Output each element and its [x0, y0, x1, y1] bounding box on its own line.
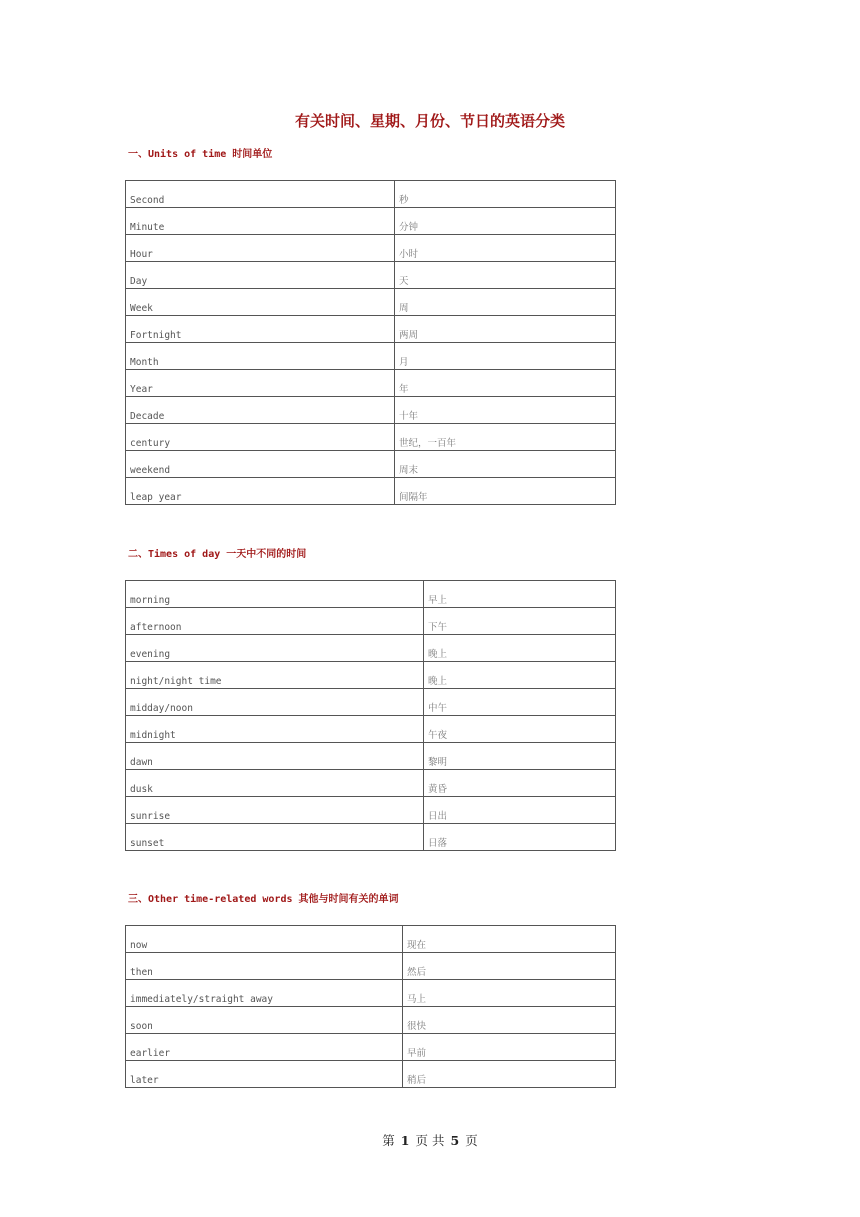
table-row [126, 397, 616, 424]
chinese-translation: 现在 [407, 939, 427, 951]
chinese-translation: 晚上 [428, 648, 448, 660]
chinese-translation: 年 [399, 383, 409, 395]
english-term-cell [126, 743, 424, 770]
chinese-translation: 日出 [428, 810, 448, 822]
english-term-cell [126, 235, 395, 262]
table-row [126, 1034, 616, 1061]
table-row [126, 824, 616, 851]
english-term: Fortnight [130, 329, 182, 341]
english-term-cell [126, 1034, 403, 1061]
chinese-translation-cell [424, 581, 616, 608]
chinese-translation-cell [395, 316, 616, 343]
chinese-translation-cell [395, 424, 616, 451]
english-term: Year [130, 383, 153, 395]
chinese-translation: 间隔年 [399, 491, 428, 503]
chinese-translation: 下午 [428, 621, 448, 633]
chinese-translation-cell [395, 397, 616, 424]
english-term-cell [126, 662, 424, 689]
section-heading-units-of-time: 一、Units of time 时间单位 [128, 149, 273, 160]
english-term: sunset [130, 837, 165, 849]
chinese-translation-cell [424, 716, 616, 743]
table-row [126, 370, 616, 397]
chinese-translation-cell [424, 662, 616, 689]
english-term: leap year [130, 491, 182, 503]
section-heading-other-time-words: 三、Other time-related words 其他与时间有关的单词 [128, 894, 399, 905]
english-term-cell [126, 343, 395, 370]
chinese-translation: 黄昏 [428, 783, 448, 795]
english-term-cell [126, 316, 395, 343]
english-term-cell [126, 608, 424, 635]
english-term: now [130, 939, 148, 951]
chinese-translation-cell [395, 262, 616, 289]
chinese-translation: 晚上 [428, 675, 448, 687]
english-term: Day [130, 275, 148, 287]
english-term: morning [130, 594, 171, 606]
english-term-cell [126, 370, 395, 397]
chinese-translation-cell [395, 451, 616, 478]
english-term: evening [130, 648, 171, 660]
chinese-translation: 天 [399, 275, 409, 287]
chinese-translation-cell [403, 1034, 616, 1061]
chinese-translation: 两周 [399, 329, 419, 341]
chinese-translation: 周 [399, 302, 409, 314]
english-term-cell [126, 1061, 403, 1088]
chinese-translation: 稍后 [407, 1074, 427, 1086]
english-term: Month [130, 356, 159, 368]
chinese-translation-cell [403, 1007, 616, 1034]
chinese-translation-cell [395, 478, 616, 505]
chinese-translation: 午夜 [428, 729, 448, 741]
table-row [126, 716, 616, 743]
chinese-translation: 早前 [407, 1047, 427, 1059]
chinese-translation-cell [403, 953, 616, 980]
english-term: century [130, 437, 171, 449]
chinese-translation: 很快 [407, 1020, 427, 1032]
english-term-cell [126, 716, 424, 743]
chinese-translation-cell [424, 824, 616, 851]
english-term: midday/noon [130, 702, 193, 714]
chinese-translation-cell [395, 289, 616, 316]
english-term-cell [126, 980, 403, 1007]
english-term-cell [126, 770, 424, 797]
english-term: Second [130, 194, 165, 206]
footer-suffix: 页 [465, 1133, 478, 1148]
chinese-translation: 月 [399, 356, 409, 368]
chinese-translation-cell [395, 208, 616, 235]
english-term-cell [126, 926, 403, 953]
english-term-cell [126, 953, 403, 980]
table-row [126, 797, 616, 824]
table-row [126, 581, 616, 608]
chinese-translation: 马上 [407, 993, 427, 1005]
table-row [126, 980, 616, 1007]
table-row [126, 343, 616, 370]
chinese-translation-cell [403, 926, 616, 953]
english-term-cell [126, 478, 395, 505]
chinese-translation-cell [424, 689, 616, 716]
chinese-translation-cell [395, 343, 616, 370]
english-term-cell [126, 635, 424, 662]
vocab-table-other-time-words [125, 925, 616, 1088]
english-term-cell [126, 689, 424, 716]
table-row [126, 953, 616, 980]
english-term: sunrise [130, 810, 171, 822]
table-row [126, 208, 616, 235]
english-term: later [130, 1074, 159, 1086]
footer-prefix: 第 [382, 1133, 395, 1148]
english-term-cell [126, 289, 395, 316]
chinese-translation-cell [424, 743, 616, 770]
table-row [126, 662, 616, 689]
chinese-translation-cell [395, 235, 616, 262]
english-term: Minute [130, 221, 165, 233]
table-row [126, 608, 616, 635]
chinese-translation: 小时 [399, 248, 419, 260]
table-row [126, 1007, 616, 1034]
english-term-cell [126, 397, 395, 424]
english-term: Decade [130, 410, 165, 422]
chinese-translation-cell [424, 608, 616, 635]
chinese-translation: 十年 [399, 410, 419, 422]
english-term: dawn [130, 756, 153, 768]
chinese-translation: 周末 [399, 464, 419, 476]
table-row [126, 262, 616, 289]
english-term: Week [130, 302, 153, 314]
chinese-translation-cell [395, 370, 616, 397]
table-row [126, 770, 616, 797]
chinese-translation-cell [424, 635, 616, 662]
table-row [126, 451, 616, 478]
table-row [126, 1061, 616, 1088]
english-term-cell [126, 208, 395, 235]
english-term: weekend [130, 464, 171, 476]
english-term: then [130, 966, 153, 978]
english-term-cell [126, 262, 395, 289]
vocab-table-units-of-time [125, 180, 616, 505]
document-title: 有关时间、星期、月份、节日的英语分类 [294, 112, 565, 130]
footer-current-page: 1 [400, 1133, 410, 1148]
table-row [126, 289, 616, 316]
vocab-table-times-of-day [125, 580, 616, 851]
chinese-translation-cell [403, 980, 616, 1007]
chinese-translation-cell [395, 181, 616, 208]
english-term-cell [126, 824, 424, 851]
chinese-translation: 黎明 [428, 756, 448, 768]
table-row [126, 743, 616, 770]
chinese-translation-cell [424, 770, 616, 797]
page-footer [0, 1131, 860, 1149]
english-term: earlier [130, 1047, 171, 1059]
english-term: midnight [130, 729, 176, 741]
english-term: dusk [130, 783, 153, 795]
chinese-translation: 秒 [399, 194, 409, 206]
footer-middle: 页 共 [415, 1133, 445, 1148]
chinese-translation: 世纪，一百年 [399, 437, 457, 449]
english-term: afternoon [130, 621, 182, 633]
chinese-translation-cell [424, 797, 616, 824]
section-heading-times-of-day: 二、Times of day 一天中不同的时间 [128, 549, 307, 560]
english-term: immediately/straight away [130, 993, 273, 1005]
table-row [126, 235, 616, 262]
english-term-cell [126, 424, 395, 451]
table-row [126, 689, 616, 716]
table-row [126, 635, 616, 662]
table-row [126, 478, 616, 505]
table-row [126, 181, 616, 208]
english-term-cell [126, 581, 424, 608]
english-term: Hour [130, 248, 153, 260]
english-term-cell [126, 1007, 403, 1034]
chinese-translation: 然后 [407, 966, 427, 978]
english-term-cell [126, 797, 424, 824]
table-row [126, 424, 616, 451]
chinese-translation: 日落 [428, 837, 448, 849]
english-term-cell [126, 181, 395, 208]
chinese-translation: 早上 [428, 594, 448, 606]
chinese-translation: 分钟 [399, 221, 419, 233]
table-row [126, 316, 616, 343]
table-row [126, 926, 616, 953]
footer-total-pages: 5 [450, 1133, 460, 1148]
english-term: soon [130, 1020, 153, 1032]
english-term: night/night time [130, 675, 222, 687]
english-term-cell [126, 451, 395, 478]
chinese-translation: 中午 [428, 702, 448, 714]
chinese-translation-cell [403, 1061, 616, 1088]
